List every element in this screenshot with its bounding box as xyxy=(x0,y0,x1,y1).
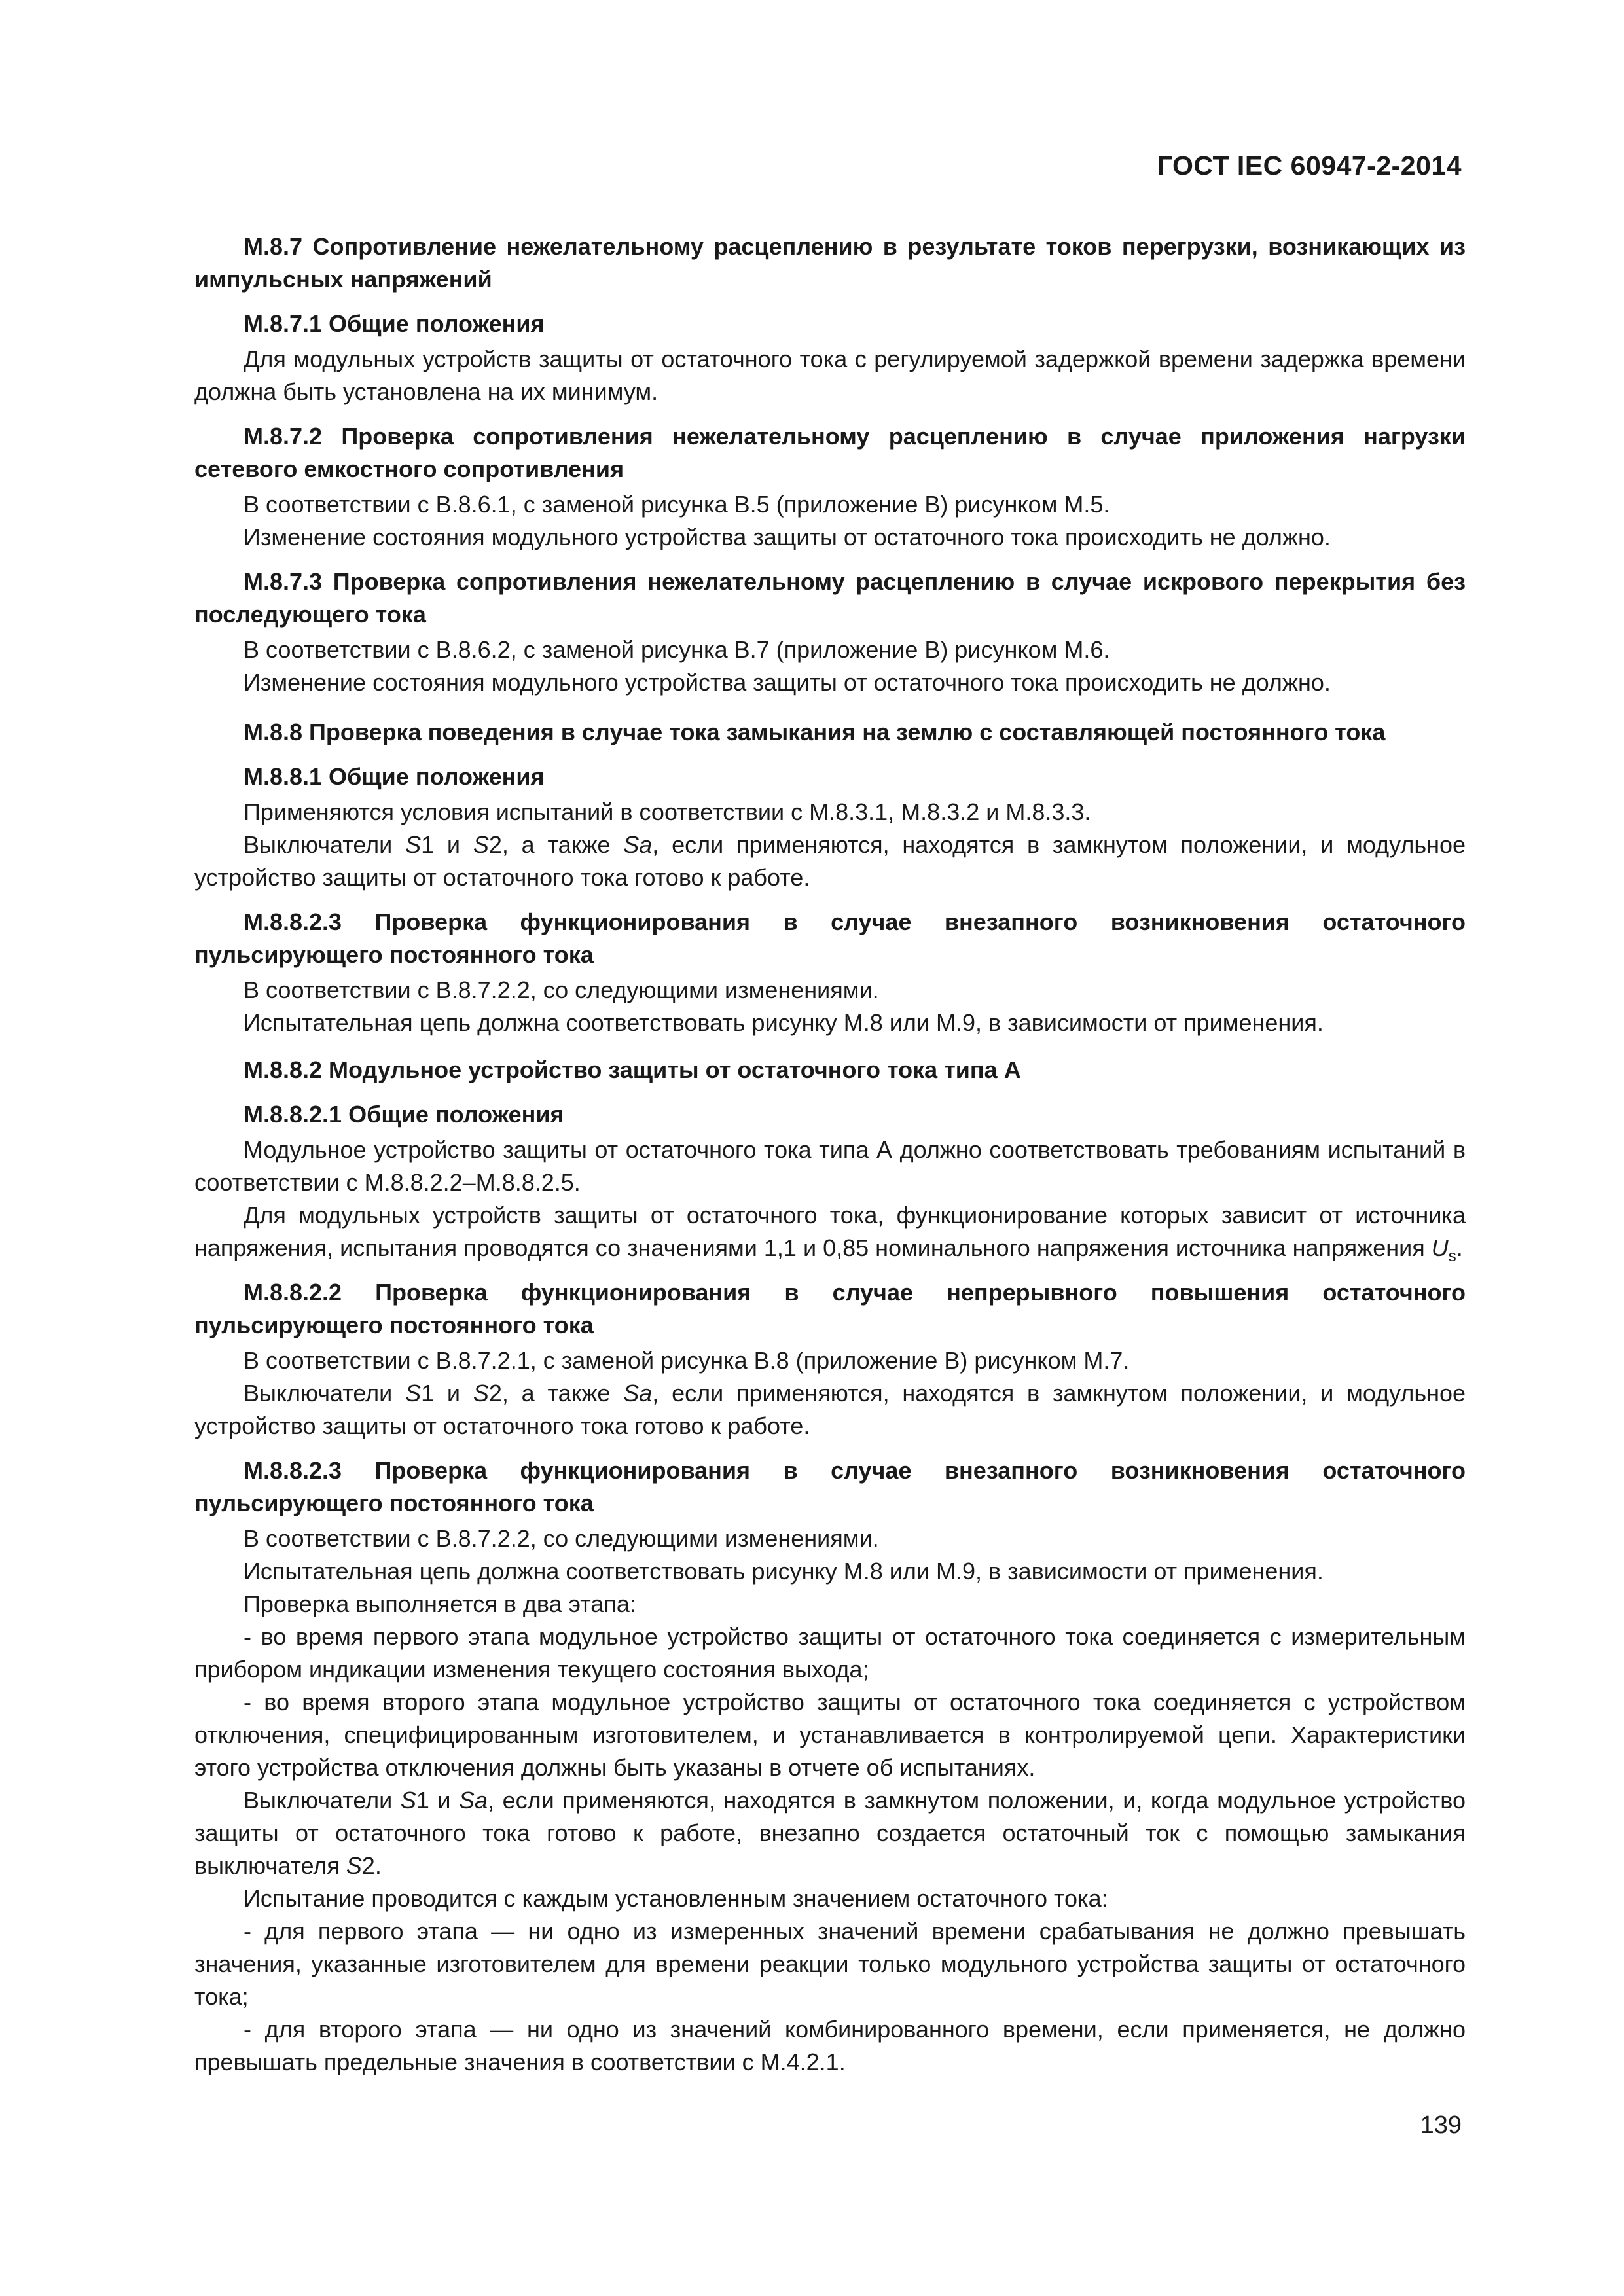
paragraph: Изменение состояния модульного устройства защиты от остаточного тока происходить не должно. xyxy=(244,524,1331,550)
paragraph: Модульное устройство защиты от остаточного тока типа А должно соответствовать требованиям испытаний в соответствии с М.8.8.2.2–М.8.8.2.5. xyxy=(194,1136,1466,1196)
paragraph: Испытание проводится с каждым установленным значением остаточного тока: xyxy=(244,1885,1108,1912)
paragraph: Проверка выполняется в два этапа: xyxy=(244,1590,636,1617)
paragraph: Применяются условия испытаний в соответствии с М.8.3.1, М.8.3.2 и М.8.3.3. xyxy=(244,798,1091,825)
section-heading: М.8.7.2 Проверка сопротивления нежелательному расцеплению в случае приложения нагрузки сетевого емкостного сопротивления xyxy=(194,423,1466,482)
paragraph: Изменение состояния модульного устройства защиты от остаточного тока происходить не должно. xyxy=(244,669,1331,696)
section-heading: М.8.8.1 Общие положения xyxy=(244,763,545,790)
paragraph: В соответствии с В.8.6.2, с заменой рисунка В.7 (приложение В) рисунком М.6. xyxy=(244,636,1110,663)
document-id-header: ГОСТ IEC 60947-2-2014 xyxy=(1157,151,1462,181)
section-heading: М.8.8.2.2 Проверка функционирования в случае непрерывного повышения остаточного пульсирующего постоянного тока xyxy=(194,1279,1466,1338)
paragraph: Выключатели S1 и S2, а также Sa, если применяются, находятся в замкнутом положении, и модульное устройство защиты от остаточного тока готово к работе. xyxy=(194,1380,1466,1439)
section-heading: М.8.8 Проверка поведения в случае тока замыкания на землю с составляющей постоянного тока xyxy=(244,719,1386,745)
paragraph: Испытательная цепь должна соответствовать рисунку М.8 или М.9, в зависимости от применения. xyxy=(244,1558,1324,1585)
section-heading: М.8.7.3 Проверка сопротивления нежелательному расцеплению в случае искрового перекрытия без последующего тока xyxy=(194,568,1466,628)
list-item: - во время второго этапа модульное устройство защиты от остаточного тока соединяется с устройством отключения, специфицированным изготовителем, и устанавливается в контролируемой цепи. Характеристики этого устройства отключения должны быть указаны в отчете об испытаниях. xyxy=(194,1689,1466,1781)
section-heading: М.8.8.2.3 Проверка функционирования в случае внезапного возникновения остаточного пульсирующего постоянного тока xyxy=(194,908,1466,968)
paragraph: В соответствии с В.8.6.1, с заменой рисунка В.5 (приложение В) рисунком М.5. xyxy=(244,491,1110,518)
paragraph: В соответствии с В.8.7.2.1, с заменой рисунка В.8 (приложение В) рисунком М.7. xyxy=(244,1347,1130,1374)
section-heading: М.8.7 Сопротивление нежелательному расцеплению в результате токов перегрузки, возникающих из импульсных напряжений xyxy=(194,233,1466,293)
section-heading: М.8.8.2.3 Проверка функционирования в случае внезапного возникновения остаточного пульсирующего постоянного тока xyxy=(194,1457,1466,1516)
paragraph: В соответствии с В.8.7.2.2, со следующими изменениями. xyxy=(244,977,879,1003)
list-item: - для второго этапа — ни одно из значений комбинированного времени, если применяется, не должно превышать предельные значения в соответствии с М.4.2.1. xyxy=(194,2016,1466,2075)
paragraph: Выключатели S1 и Sa, если применяются, находятся в замкнутом положении, и, когда модульное устройство защиты от остаточного тока готово к работе, внезапно создается остаточный ток с помощью замыкания выключателя S2. xyxy=(194,1787,1466,1879)
list-item: - для первого этапа — ни одно из измеренных значений времени срабатывания не должно превышать значения, указанные изготовителем для времени реакции только модульного устройства защиты от остаточного тока; xyxy=(194,1918,1466,2010)
paragraph: Для модульных устройств защиты от остаточного тока с регулируемой задержкой времени задержка времени должна быть установлена на их минимум. xyxy=(194,346,1466,405)
paragraph: Испытательная цепь должна соответствовать рисунку М.8 или М.9, в зависимости от применения. xyxy=(244,1009,1324,1036)
section-heading: М.8.7.1 Общие положения xyxy=(244,310,545,337)
list-item: - во время первого этапа модульное устройство защиты от остаточного тока соединяется с измерительным прибором индикации изменения текущего состояния выхода; xyxy=(194,1623,1466,1683)
section-heading: М.8.8.2.1 Общие положения xyxy=(244,1101,564,1128)
paragraph: В соответствии с В.8.7.2.2, со следующими изменениями. xyxy=(244,1525,879,1552)
page-number: 139 xyxy=(1420,2111,1462,2139)
paragraph: Для модульных устройств защиты от остаточного тока, функционирование которых зависит от источника напряжения, испытания проводятся со значениями 1,1 и 0,85 номинального напряжения источника напряжения $U_s$. xyxy=(194,1202,1466,1266)
section-heading: М.8.8.2 Модульное устройство защиты от остаточного тока типа А xyxy=(244,1056,1021,1083)
paragraph: Выключатели S1 и S2, а также Sa, если применяются, находятся в замкнутом положении, и модульное устройство защиты от остаточного тока готово к работе. xyxy=(194,831,1466,891)
document-body xyxy=(194,230,1466,2079)
